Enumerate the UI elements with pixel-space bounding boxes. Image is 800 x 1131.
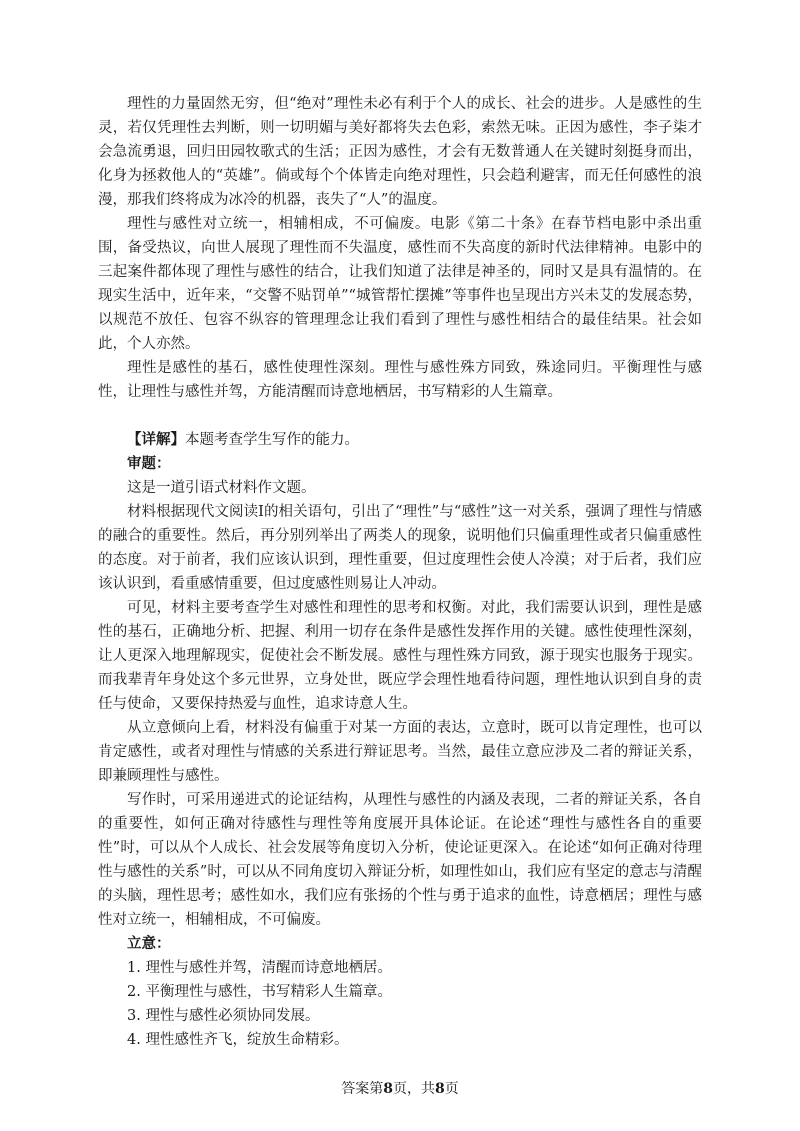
essay-paragraph-3: 理性是感性的基石，感性使理性深刻。理性与感性殊方同致，殊途同归。平衡理性与感性，让理性与感性并驾，方能清醒而诗意地栖居，书写精彩的人生篇章。 bbox=[98, 360, 702, 400]
liyi-item-4: 4. 理性感性齐飞，绽放生命精彩。 bbox=[127, 1032, 349, 1048]
shenti-heading: 审题： bbox=[127, 455, 171, 472]
liyi-item-1: 1. 理性与感性并驾，清醒而诗意地栖居。 bbox=[127, 960, 392, 976]
analysis-paragraph-2: 材料根据现代文阅读Ⅰ的相关语句，引出了“理性”与“感性”这一对关系，强调了理性与情感的融合的重要性。然后，再分别列举出了两类人的现象，说明他们只偏重理性或者只偏重感性的态度。对于前者，我们应该认识到，理性重要，但过度理性会使人冷漠；对于后者，我们应该认识到，看重感情重要，但过度感性则易让人冲动。 bbox=[98, 504, 702, 592]
detail-line bbox=[98, 428, 702, 452]
page-footer bbox=[0, 1078, 800, 1098]
footer-suffix: 页 bbox=[444, 1081, 459, 1097]
footer-total-pages: 8 bbox=[435, 1081, 445, 1097]
analysis-paragraph-1: 这是一道引语式材料作文题。 bbox=[127, 480, 316, 496]
analysis-paragraph-3: 可见，材料主要考查学生对感性和理性的思考和权衡。对此，我们需要认识到，理性是感性的基石，正确地分析、把握、利用一切存在条件是感性发挥作用的关键。感性使理性深刻，让人更深入地理解现实，促使社会不断发展。感性与理性殊方同致，源于现实也服务于现实。而我辈青年身处这个多元世界，立身处世，既应学会理性地看待问题，理性地认识到自身的责任与使命，又要保持热爱与血性，追求诗意人生。 bbox=[98, 600, 702, 712]
footer-page-number: 8 bbox=[383, 1081, 393, 1097]
liyi-item-3: 3. 理性与感性必须协同发展。 bbox=[127, 1008, 320, 1024]
analysis-paragraph-4: 从立意倾向上看，材料没有偏重于对某一方面的表达，立意时，既可以肯定理性，也可以肯定感性，或者对理性与情感的关系进行辩证思考。当然，最佳立意应涉及二者的辩证关系，即兼顾理性与感性。 bbox=[98, 720, 702, 784]
liyi-item-2: 2. 平衡理性与感性，书写精彩人生篇章。 bbox=[127, 984, 392, 1000]
essay-paragraph-2: 理性与感性对立统一，相辅相成，不可偏废。电影《第二十条》在春节档电影中杀出重围，备受热议，向世人展现了理性而不失温度，感性而不失高度的新时代法律精神。电影中的三起案件都体现了理性与感性的结合，让我们知道了法律是神圣的，同时又是具有温情的。在现实生活中，近年来，“交警不贴罚单”“城管帮忙摆摊”等事件也呈现出方兴未艾的发展态势，以规范不放任、包容不纵容的管理理念让我们看到了理性与感性相结合的最佳结果。社会如此，个人亦然。 bbox=[98, 216, 702, 352]
detail-label: 【详解】 bbox=[127, 431, 185, 448]
essay-paragraph-1: 理性的力量固然无穷，但“绝对”理性未必有利于个人的成长、社会的进步。人是感性的生灵，若仅凭理性去判断，则一切明媚与美好都将失去色彩，索然无味。正因为感性，李子柒才会急流勇退，回归田园牧歌式的生活；正因为感性，才会有无数普通人在关键时刻挺身而出，化身为拯救他人的“英雄”。倘或每个个体皆走向绝对理性，只会趋利避害，而无任何感性的浪漫，那我们终将成为冰冷的机器，丧失了“人”的温度。 bbox=[98, 96, 702, 208]
analysis-paragraph-5: 写作时，可采用递进式的论证结构，从理性与感性的内涵及表现，二者的辩证关系，各自的重要性，如何正确对待感性与理性等角度展开具体论证。在论述“理性与感性各自的重要性”时，可以从个人成长、社会发展等角度切入分析，使论证更深入。在论述“如何正确对待理性与感性的关系”时，可以从不同角度切入辩证分析，如理性如山，我们应有坚定的意志与清醒的头脑，理性思考；感性如水，我们应有张扬的个性与勇于追求的血性，诗意栖居；理性与感性对立统一，相辅相成，不可偏废。 bbox=[98, 792, 702, 928]
footer-prefix: 答案第 bbox=[341, 1081, 384, 1097]
answer-content bbox=[98, 92, 702, 1052]
liyi-heading: 立意： bbox=[127, 935, 171, 952]
footer-mid: 页，共 bbox=[393, 1081, 435, 1097]
detail-text: 本题考查学生写作的能力。 bbox=[185, 432, 359, 448]
section-gap bbox=[98, 404, 702, 428]
